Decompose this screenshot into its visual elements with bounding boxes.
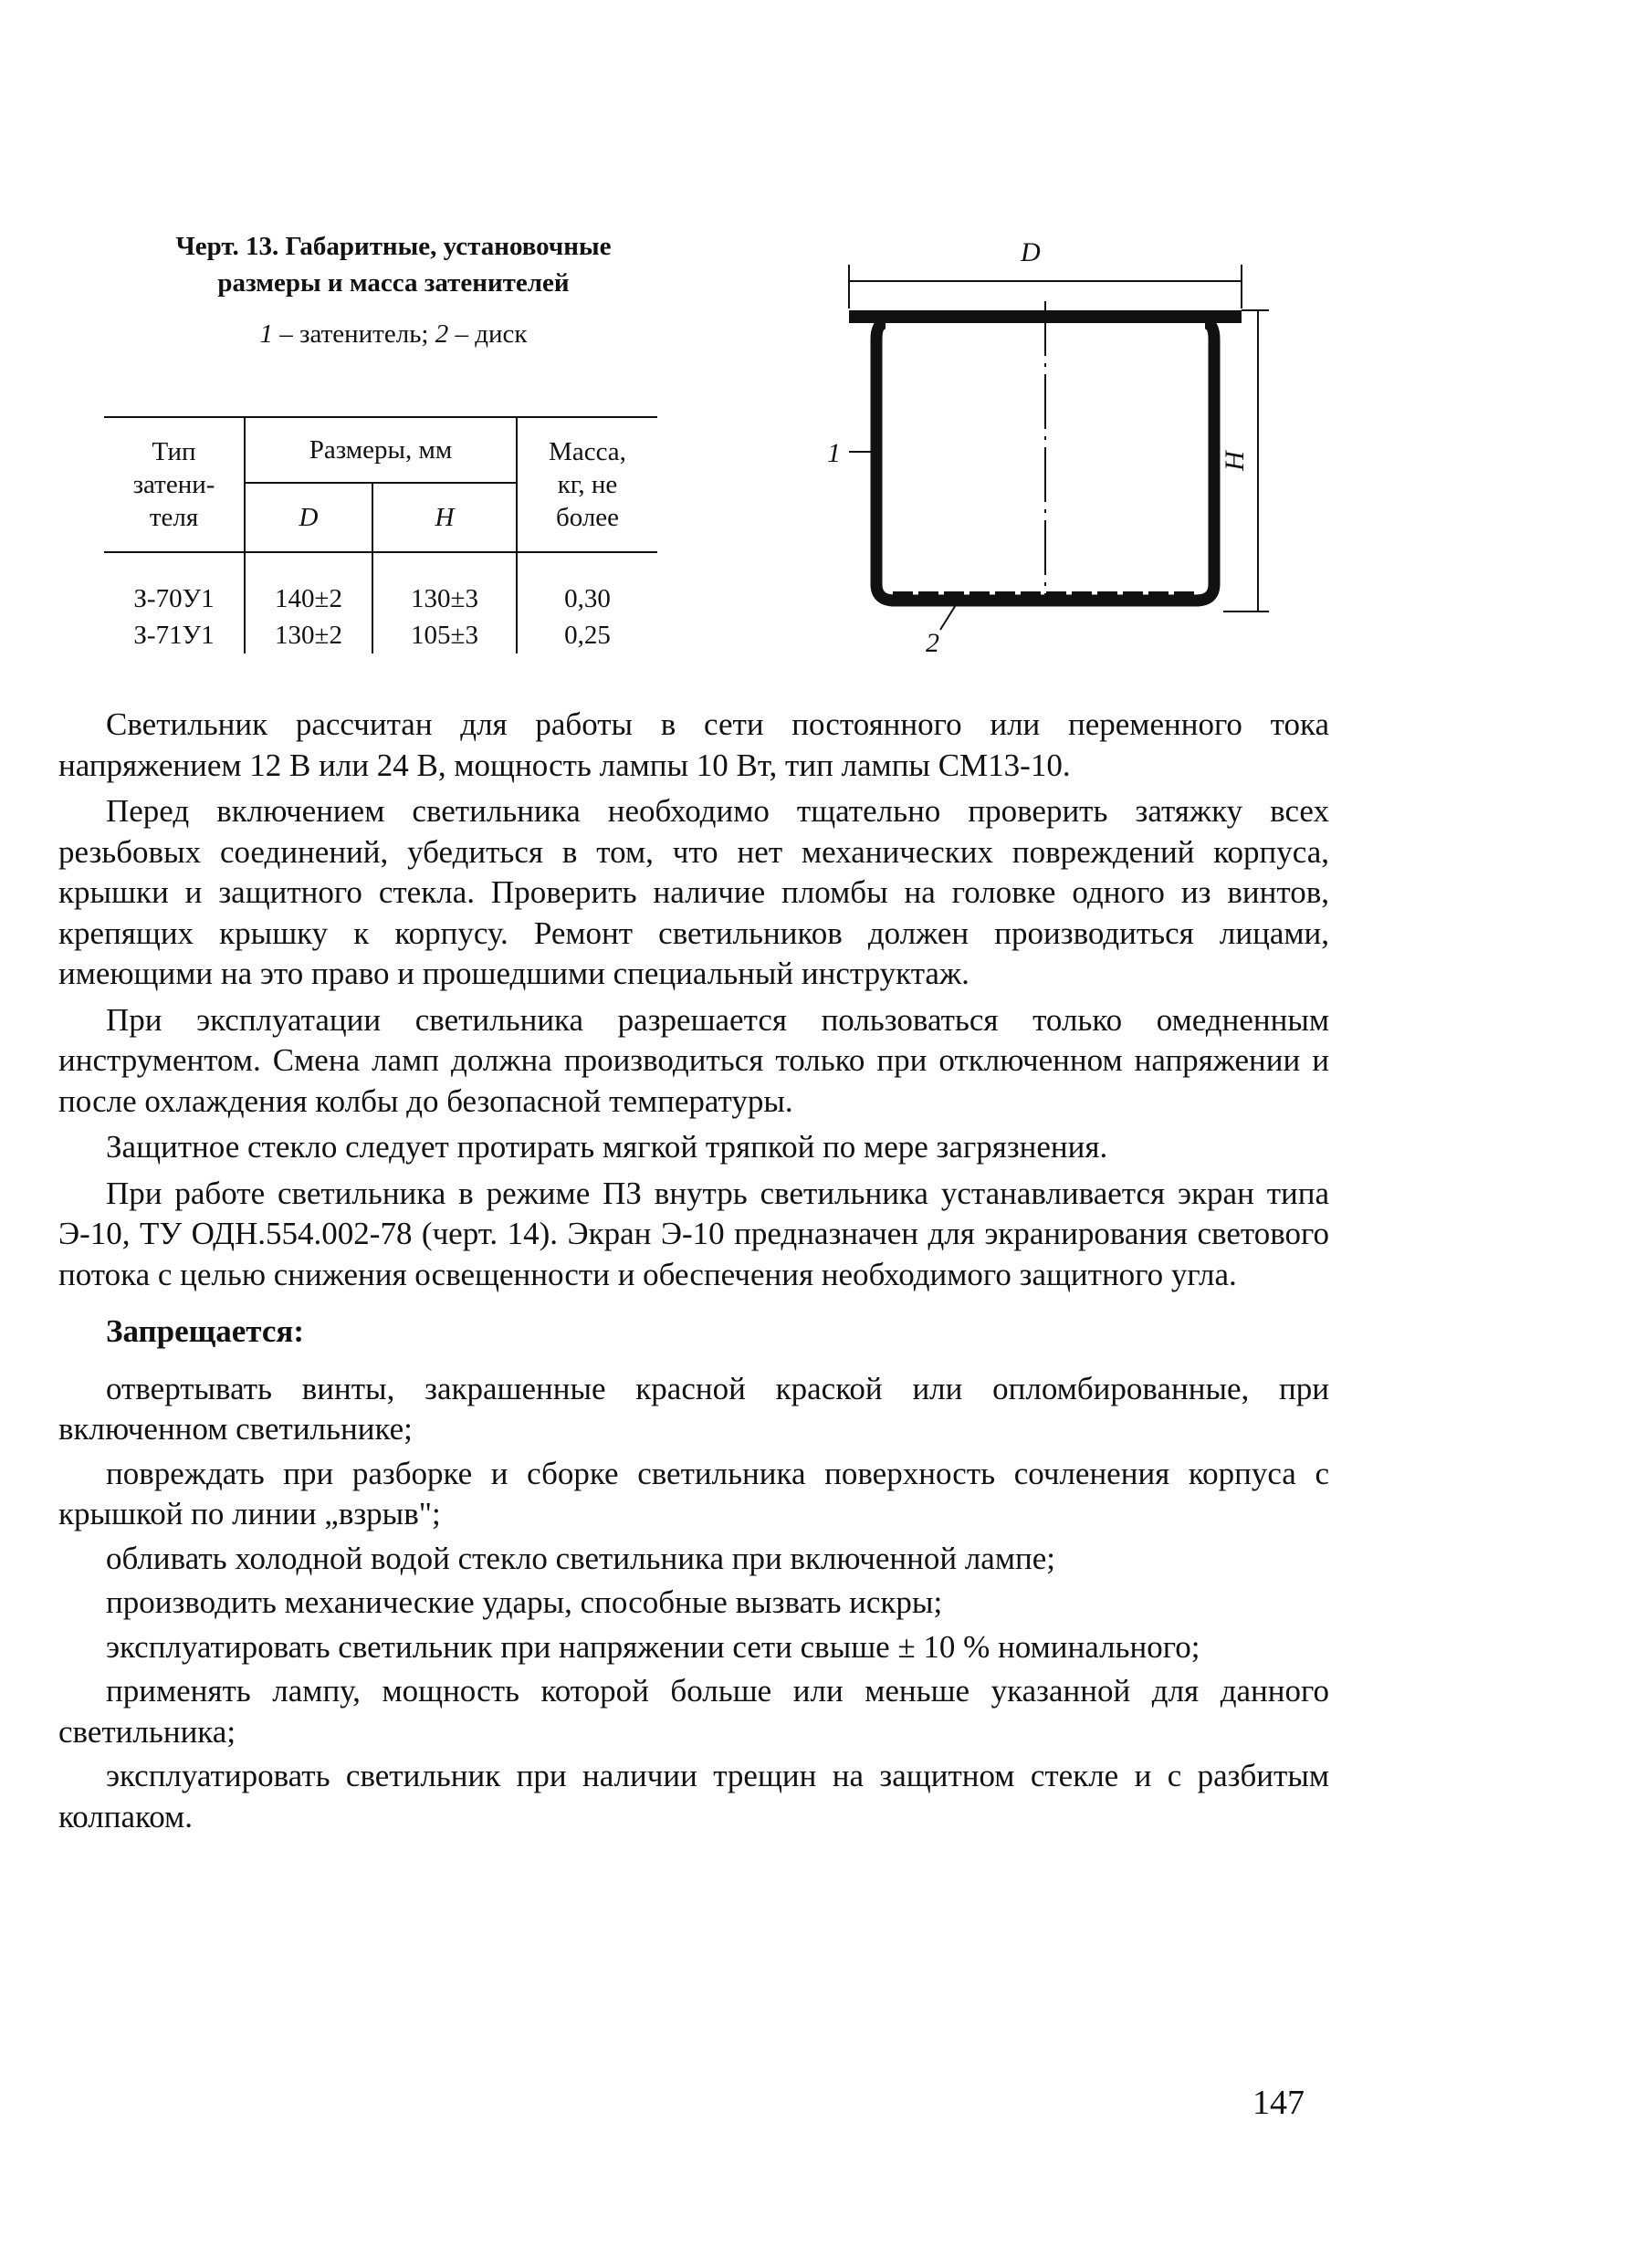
list-item: обливать холодной водой стекло светильника при включенной лампе; bbox=[106, 1540, 1055, 1576]
table-row bbox=[104, 617, 657, 653]
header-mass bbox=[517, 417, 657, 552]
legend-text-1: – затенитель; bbox=[273, 319, 435, 349]
header-mass-line: кг, не bbox=[557, 470, 618, 499]
table-row bbox=[104, 552, 657, 617]
paragraph: При работе светильника в режиме ПЗ внутрь светильника устанавливается экран типа Э-10, ТУ ОДН.554.002-78 (черт. 14). Экран Э-10 предназначен для экранирования светового потока с целью снижения освещенности и обеспечения необходимого защитного угла. bbox=[58, 1175, 1329, 1292]
cell-h: 105±3 bbox=[372, 617, 517, 653]
list-item: производить механические удары, способные вызвать искры; bbox=[106, 1584, 943, 1620]
cell-type: З-71У1 bbox=[133, 621, 215, 650]
prohibited-heading: Запрещается: bbox=[106, 1313, 305, 1349]
header-type-line: теля bbox=[149, 503, 199, 532]
header-mass-line: более bbox=[555, 503, 620, 532]
shade-drawing-svg bbox=[822, 237, 1278, 675]
figure-title-line-1: Черт. 13. Габаритные, установочные bbox=[175, 232, 612, 261]
cell-mass: 0,30 bbox=[517, 552, 657, 617]
cell-mass: 0,25 bbox=[517, 617, 657, 653]
cell-d: 140±2 bbox=[245, 552, 372, 617]
legend-text-2: – диск bbox=[448, 319, 528, 349]
figure-title-line-2: размеры и масса затенителей bbox=[217, 268, 570, 298]
paragraph: При эксплуатации светильника разрешается пользоваться только омедненным инструментом. Смена ламп должна производиться только при отключенном напряжении и после охлаждения колбы до безопасной температуры. bbox=[58, 1001, 1329, 1119]
figure-title bbox=[106, 228, 681, 301]
body-text bbox=[58, 705, 1329, 1841]
cell-h: 130±3 bbox=[372, 552, 517, 617]
figure-caption bbox=[106, 228, 681, 352]
cell-type: З-70У1 bbox=[133, 584, 215, 613]
list-item: эксплуатировать светильник при напряжении сети свыше ± 10 % номинального; bbox=[106, 1628, 1200, 1665]
header-type bbox=[104, 417, 245, 552]
list-item: отвертывать винты, закрашенные красной краской или опломбированные, при включенном светильнике; bbox=[58, 1370, 1329, 1447]
list-item: применять лампу, мощность которой больше или меньше указанной для данного светильника; bbox=[58, 1673, 1329, 1750]
paragraph: Перед включением светильника необходимо тщательно проверить затяжку всех резьбовых соединений, убедиться в том, что нет механических повреждений корпуса, крышки и защитного стекла. Проверить наличие пломбы на головке одного из винтов, крепящих крышку к корпусу. Ремонт светильников должен производиться лицами, имеющими на это право и прошедшими специальный инструктаж. bbox=[58, 793, 1329, 991]
paragraph: Светильник рассчитан для работы в сети постоянного или переменного тока напряжением 12 В или 24 В, мощность лампы 10 Вт, тип лампы СМ13-10. bbox=[58, 706, 1329, 783]
label-2: 2 bbox=[926, 628, 939, 658]
dimensions-table bbox=[104, 416, 657, 653]
header-type-line: Тип bbox=[152, 437, 196, 466]
header-type-line: затени- bbox=[132, 470, 215, 499]
legend-num-2: 2 bbox=[435, 319, 449, 349]
header-d: D bbox=[245, 483, 372, 552]
legend-num-1: 1 bbox=[259, 319, 274, 349]
label-h: H bbox=[1219, 451, 1250, 471]
header-mass-line: Масса, bbox=[549, 437, 626, 466]
list-item: повреждать при разборке и сборке светильника поверхность сочленения корпуса с крышкой по линии „взрыв"; bbox=[58, 1455, 1329, 1531]
shade-drawing bbox=[822, 237, 1278, 675]
header-h: H bbox=[372, 483, 517, 552]
paragraph: Защитное стекло следует протирать мягкой тряпкой по мере загрязнения. bbox=[106, 1129, 1108, 1165]
cell-d: 130±2 bbox=[245, 617, 372, 653]
list-item: эксплуатировать светильник при наличии трещин на защитном стекле и с разбитым колпаком. bbox=[58, 1758, 1329, 1834]
header-dimensions: Размеры, мм bbox=[245, 417, 517, 483]
figure-legend bbox=[106, 316, 681, 352]
label-d: D bbox=[1021, 237, 1041, 267]
label-1: 1 bbox=[827, 438, 841, 468]
page-number: 147 bbox=[1252, 2084, 1305, 2122]
